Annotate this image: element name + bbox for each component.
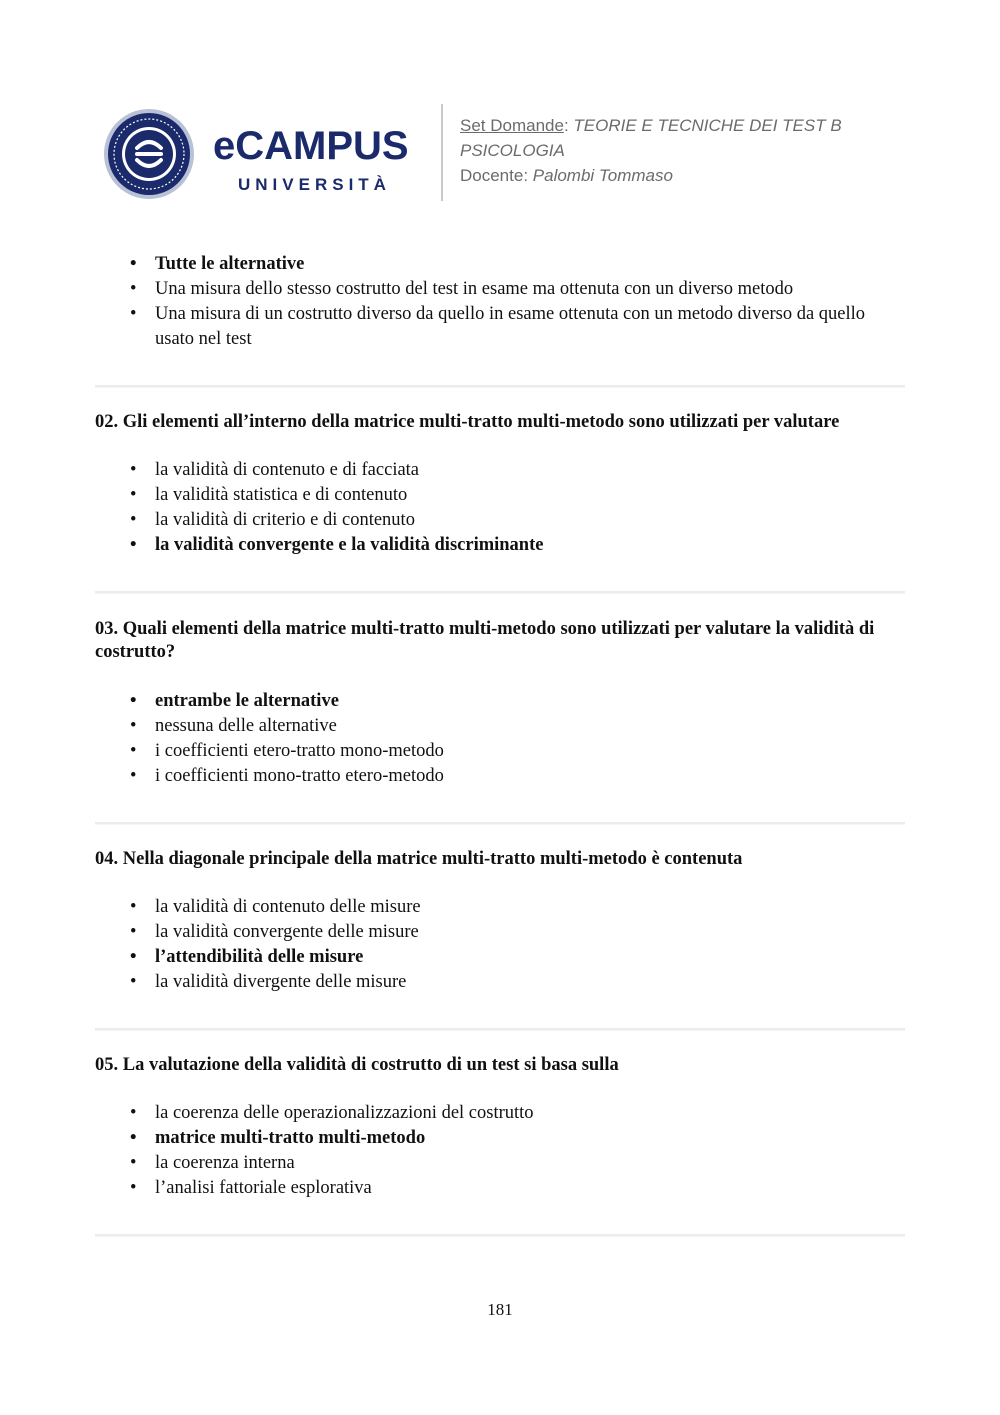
option-item: • nessuna delle alternative xyxy=(95,714,905,739)
question-text: 04. Nella diagonale principale della matrice multi-tratto multi-metodo è contenuta xyxy=(95,849,743,869)
question-text: 05. La valutazione della validità di costrutto di un test si basa sulla xyxy=(95,1055,619,1075)
page-number: 181 xyxy=(487,1300,513,1319)
option-item: • l’attendibilità delle misure xyxy=(95,945,905,970)
answer-options xyxy=(95,1101,905,1201)
option-item: • la validità convergente delle misure xyxy=(95,920,905,945)
answer-options xyxy=(95,458,905,558)
option-item: • la validità statistica e di contenuto xyxy=(95,483,905,508)
carryover-options xyxy=(95,252,905,352)
answer-options xyxy=(95,689,905,789)
question-text: 03. Quali elementi della matrice multi-tratto multi-metodo sono utilizzati per valutare la validità di costrutto? xyxy=(95,619,875,662)
option-item: • Una misura di un costrutto diverso da quello in esame ottenuta con un metodo diverso da quello usato nel test xyxy=(95,302,905,352)
header-divider xyxy=(441,104,443,201)
option-item: • i coefficienti mono-tratto etero-metodo xyxy=(95,764,905,789)
header-meta: Set Domande: TEORIE E TECNICHE DEI TEST B PSICOLOGIA Docente: Palombi Tommaso xyxy=(460,116,842,185)
brand-wordmark: eCAMPUS xyxy=(213,124,409,168)
page-header xyxy=(100,100,900,205)
question-text: 02. Gli elementi all’interno della matrice multi-tratto multi-metodo sono utilizzati per valutare xyxy=(95,412,840,432)
option-item: • la validità di criterio e di contenuto xyxy=(95,508,905,533)
set-value-line-1: TEORIE E TECNICHE DEI TEST B xyxy=(573,116,842,135)
questions-content xyxy=(95,252,905,1237)
option-item: • Tutte le alternative xyxy=(95,252,905,277)
teacher-label: Docente: xyxy=(460,166,529,185)
teacher-value: Palombi Tommaso xyxy=(532,166,673,185)
brand-subtitle: UNIVERSITÀ xyxy=(238,175,391,194)
option-item: • la validità di contenuto delle misure xyxy=(95,895,905,920)
set-value-line-2: PSICOLOGIA xyxy=(460,141,565,160)
option-item: • matrice multi-tratto multi-metodo xyxy=(95,1126,905,1151)
option-item: • la validità convergente e la validità discriminante xyxy=(95,533,905,558)
answer-options xyxy=(95,895,905,995)
question-separator xyxy=(95,1234,905,1237)
option-item: • la coerenza interna xyxy=(95,1151,905,1176)
option-item: • la coerenza delle operazionalizzazioni del costrutto xyxy=(95,1101,905,1126)
option-item: • i coefficienti etero-tratto mono-metodo xyxy=(95,739,905,764)
option-item: • l’analisi fattoriale esplorativa xyxy=(95,1176,905,1201)
option-item: • entrambe le alternative xyxy=(95,689,905,714)
set-label: Set Domande xyxy=(460,116,564,135)
option-item: • la validità di contenuto e di facciata xyxy=(95,458,905,483)
option-item: • la validità divergente delle misure xyxy=(95,970,905,995)
university-seal-logo xyxy=(103,108,195,200)
option-item: • Una misura dello stesso costrutto del test in esame ma ottenuta con un diverso metodo xyxy=(95,277,905,302)
